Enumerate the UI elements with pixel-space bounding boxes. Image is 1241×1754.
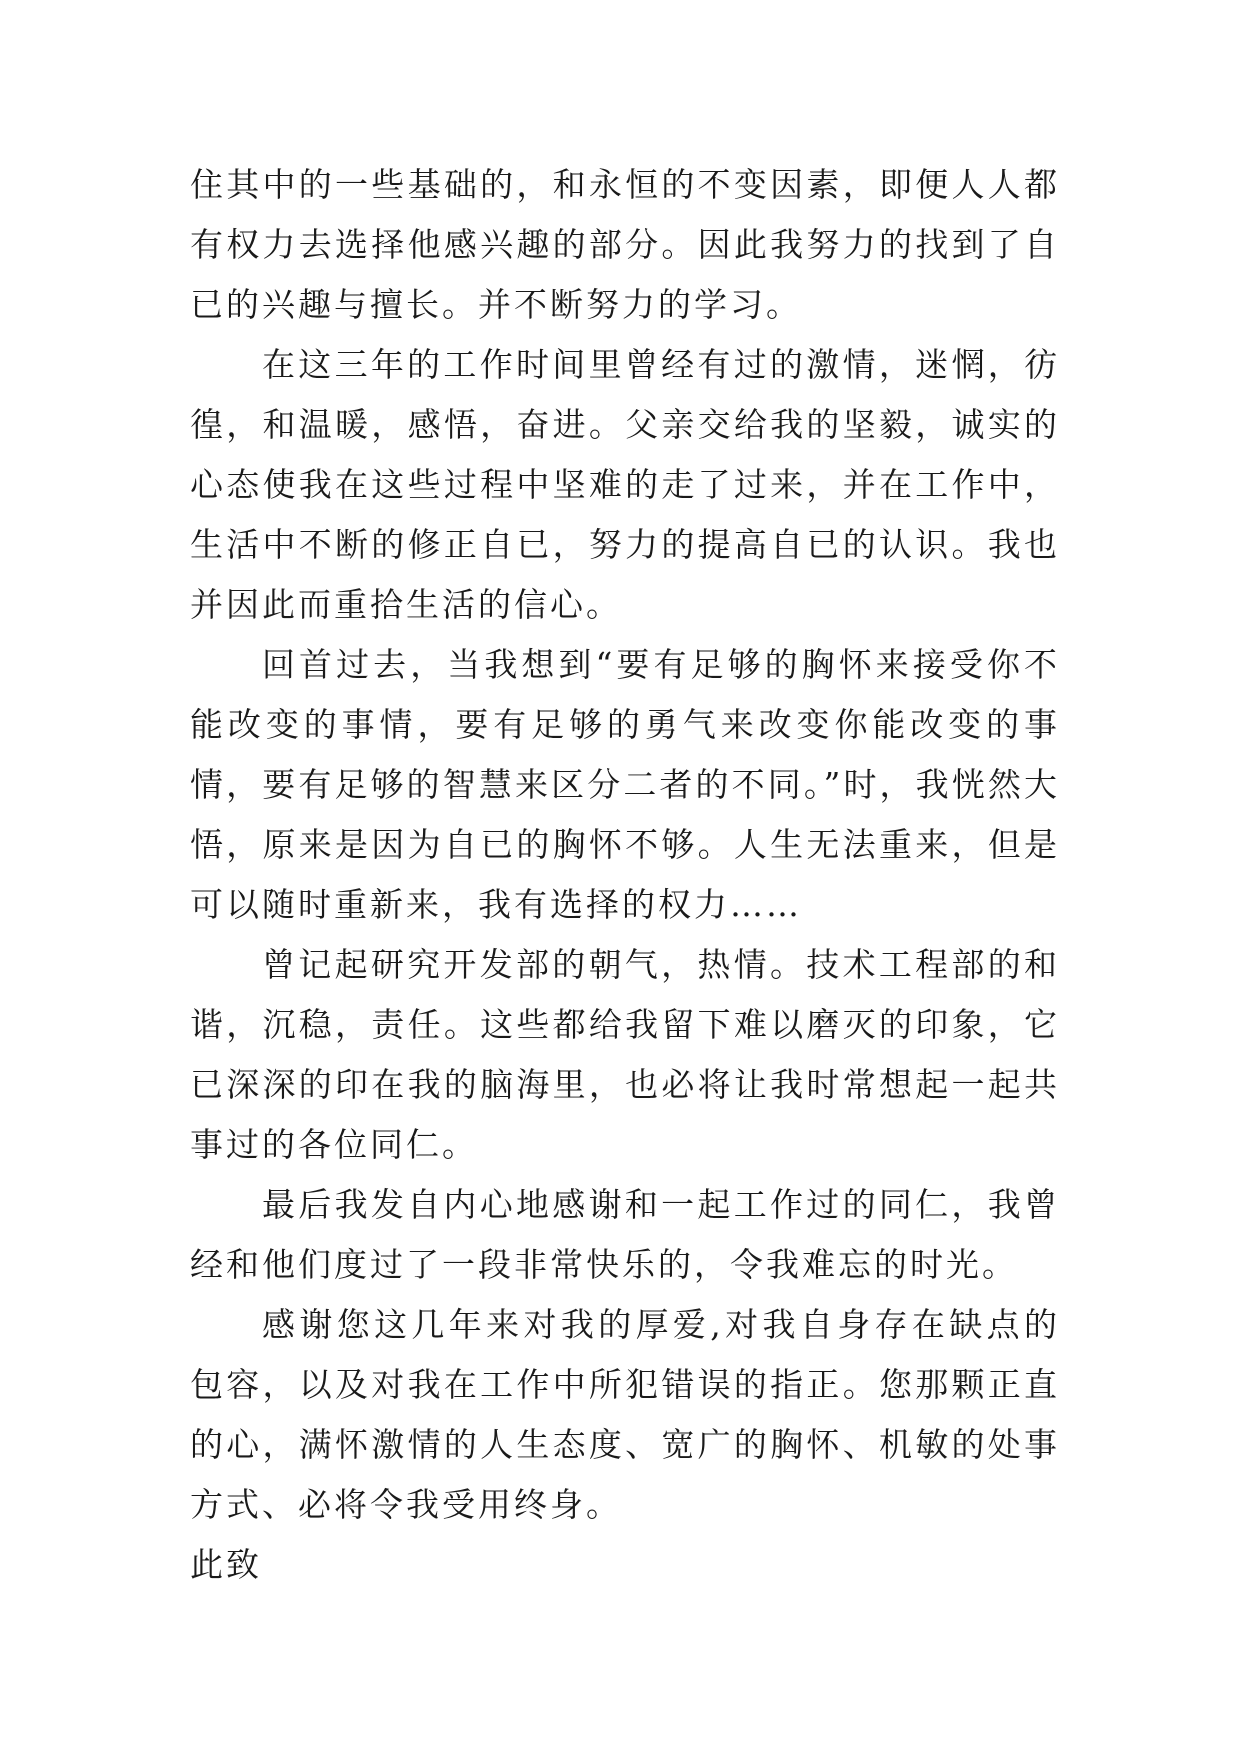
letter-body bbox=[190, 155, 1060, 1595]
paragraph-departments: 曾记起研究开发部的朝气，热情。技术工程部的和谐，沉稳，责任。这些都给我留下难以磨灭的印象，它已深深的印在我的脑海里，也必将让我时常想起一起共事过的各位同仁。 bbox=[190, 945, 1060, 1164]
paragraph-thanks-leader: 感谢您这几年来对我的厚爱,对我自身存在缺点的包容，以及对我在工作中所犯错误的指正。您那颗正直的心，满怀激情的人生态度、宽广的胸怀、机敏的处事方式、必将令我受用终身。 bbox=[190, 1305, 1060, 1524]
paragraph-thanks-colleagues: 最后我发自内心地感谢和一起工作过的同仁，我曾经和他们度过了一段非常快乐的，令我难忘的时光。 bbox=[190, 1185, 1060, 1284]
paragraph-three-years: 在这三年的工作时间里曾经有过的激情，迷惘，彷徨，和温暖，感悟，奋进。父亲交给我的坚毅，诚实的心态使我在这些过程中坚难的走了过来，并在工作中，生活中不断的修正自已，努力的提高自已的认识。我也并因此而重拾生活的信心。 bbox=[190, 345, 1060, 624]
paragraph-looking-back: 回首过去，当我想到“要有足够的胸怀来接受你不能改变的事情，要有足够的勇气来改变你能改变的事情，要有足够的智慧来区分二者的不同。”时，我恍然大悟，原来是因为自已的胸怀不够。人生无法重来，但是可以随时重新来，我有选择的权力…… bbox=[190, 645, 1060, 924]
paragraph-continued: 住其中的一些基础的，和永恒的不变因素，即便人人都有权力去选择他感兴趣的部分。因此我努力的找到了自已的兴趣与擅长。并不断努力的学习。 bbox=[190, 165, 1060, 324]
closing-salutation: 此致 bbox=[190, 1545, 262, 1584]
